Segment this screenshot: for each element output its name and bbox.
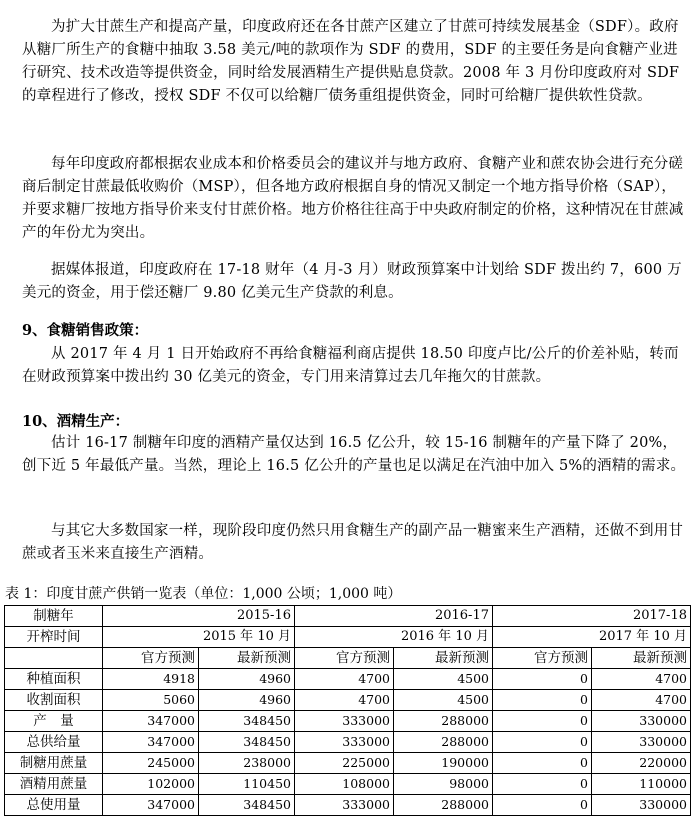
table-row [5, 690, 691, 711]
row-label: 总使用量 [5, 795, 103, 816]
table-cell: 0 [493, 690, 592, 711]
table-row [5, 753, 691, 774]
table-cell: 5060 [103, 690, 199, 711]
table-row [5, 774, 691, 795]
row-label: 制糖年 [5, 606, 103, 627]
section-9-heading: 9、食糖销售政策： [22, 322, 149, 339]
section-10-text-2: 与其它大多数国家一样，现阶段印度仍然只用食糖生产的副产品一糖蜜来生产酒精，还做不到用甘蔗或者玉米来直接生产酒精。 [22, 523, 684, 562]
table-cell: 245000 [103, 753, 199, 774]
empty-cell [5, 648, 103, 669]
table-cell: 348450 [199, 795, 295, 816]
table-cell: 98000 [394, 774, 493, 795]
table-cell: 4960 [199, 669, 295, 690]
table-row [5, 732, 691, 753]
table-cell: 220000 [592, 753, 691, 774]
start-time: 2015 年 10 月 [103, 627, 295, 648]
table-row [5, 795, 691, 816]
section-10-text-1: 估计 16-17 制糖年印度的酒精产量仅达到 16.5 亿公升，较 15-16 制糖年的产量下降了 20%，创下近 5 年最低产量。当然，理论上 16.5 亿公升的产量也足以满足在汽油中加入 5%的酒精的需求。 [22, 435, 686, 474]
table-cell: 4700 [295, 669, 394, 690]
table-cell: 225000 [295, 753, 394, 774]
table-cell: 190000 [394, 753, 493, 774]
paragraph-sdf: 为扩大甘蔗生产和提高产量，印度政府还在各甘蔗产区建立了甘蔗可持续发展基金（SDF）。政府从糖厂所生产的食糖中抽取 3.58 美元/吨的款项作为 SDF 的费用，SDF 的主要任务是向食糖产业进行研究、技术改造等提供资金，同时给发展酒精生产提供贴息贷款。2008 年 3 月份印度政府对 SDF 的章程进行了修改，授权 SDF 不仅可以给糖厂债务重组提供资金，同时可给糖厂提供软性贷款。 [22, 19, 680, 104]
year-header: 2015-16 [103, 606, 295, 627]
table-row-subheader [5, 648, 691, 669]
row-label: 收割面积 [5, 690, 103, 711]
sub-header: 官方预测 [295, 648, 394, 669]
start-time: 2016 年 10 月 [295, 627, 493, 648]
row-label: 种植面积 [5, 669, 103, 690]
table-cell: 288000 [394, 711, 493, 732]
table-cell: 4500 [394, 690, 493, 711]
sugarcane-table [4, 605, 691, 816]
table-cell: 102000 [103, 774, 199, 795]
table-cell: 347000 [103, 732, 199, 753]
year-header: 2016-17 [295, 606, 493, 627]
table-cell: 238000 [199, 753, 295, 774]
table-caption: 表 1：印度甘蔗产供销一览表（单位：1,000 公顷；1,000 吨） [5, 586, 402, 602]
table-cell: 4700 [592, 669, 691, 690]
table-cell: 4918 [103, 669, 199, 690]
table-cell: 110450 [199, 774, 295, 795]
row-label: 制糖用蔗量 [5, 753, 103, 774]
table-cell: 4700 [295, 690, 394, 711]
table-row [5, 711, 691, 732]
table-cell: 0 [493, 669, 592, 690]
row-label: 开榨时间 [5, 627, 103, 648]
table-cell: 4960 [199, 690, 295, 711]
table-cell: 4500 [394, 669, 493, 690]
section-9-text: 从 2017 年 4 月 1 日开始政府不再给食糖福利商店提供 18.50 印度卢比/公斤的价差补贴，转而在财政预算案中拨出约 30 亿美元的资金，专门用来清算过去几年拖欠的甘蔗款。 [22, 346, 679, 385]
start-time: 2017 年 10 月 [493, 627, 691, 648]
table-cell: 330000 [592, 711, 691, 732]
table-cell: 288000 [394, 732, 493, 753]
table-row [5, 669, 691, 690]
year-header: 2017-18 [493, 606, 691, 627]
sub-header: 最新预测 [592, 648, 691, 669]
row-label: 酒精用蔗量 [5, 774, 103, 795]
table-cell: 288000 [394, 795, 493, 816]
sub-header: 最新预测 [394, 648, 493, 669]
sub-header: 官方预测 [493, 648, 592, 669]
table-cell: 108000 [295, 774, 394, 795]
table-cell: 0 [493, 753, 592, 774]
section-10-heading: 10、酒精生产： [22, 413, 130, 430]
table-cell: 4700 [592, 690, 691, 711]
table-cell: 0 [493, 711, 592, 732]
table-cell: 333000 [295, 795, 394, 816]
table-cell: 0 [493, 795, 592, 816]
table-cell: 330000 [592, 795, 691, 816]
paragraph-msp: 每年印度政府都根据农业成本和价格委员会的建议并与地方政府、食糖产业和蔗农协会进行充分磋商后制定甘蔗最低收购价（MSP），但各地方政府根据自身的情况又制定一个地方指导价格（SAP），并要求糖厂按地方指导价来支付甘蔗价格。地方价格往往高于中央政府制定的价格，这种情况在甘蔗减产的年份尤为突出。 [22, 156, 684, 241]
table-cell: 110000 [592, 774, 691, 795]
sub-header: 最新预测 [199, 648, 295, 669]
table-cell: 0 [493, 774, 592, 795]
table-cell: 348450 [199, 711, 295, 732]
table-row-start [5, 627, 691, 648]
table-cell: 330000 [592, 732, 691, 753]
table-cell: 0 [493, 732, 592, 753]
table-cell: 333000 [295, 711, 394, 732]
sub-header: 官方预测 [103, 648, 199, 669]
table-row-year [5, 606, 691, 627]
table-cell: 333000 [295, 732, 394, 753]
row-label: 总供给量 [5, 732, 103, 753]
row-label: 产 量 [5, 711, 103, 732]
table-cell: 347000 [103, 711, 199, 732]
table-cell: 347000 [103, 795, 199, 816]
table-cell: 348450 [199, 732, 295, 753]
paragraph-budget: 据媒体报道，印度政府在 17-18 财年（4 月-3 月）财政预算案中计划给 SDF 拨出约 7，600 万美元的资金，用于偿还糖厂 9.80 亿美元生产贷款的利息。 [22, 262, 682, 301]
